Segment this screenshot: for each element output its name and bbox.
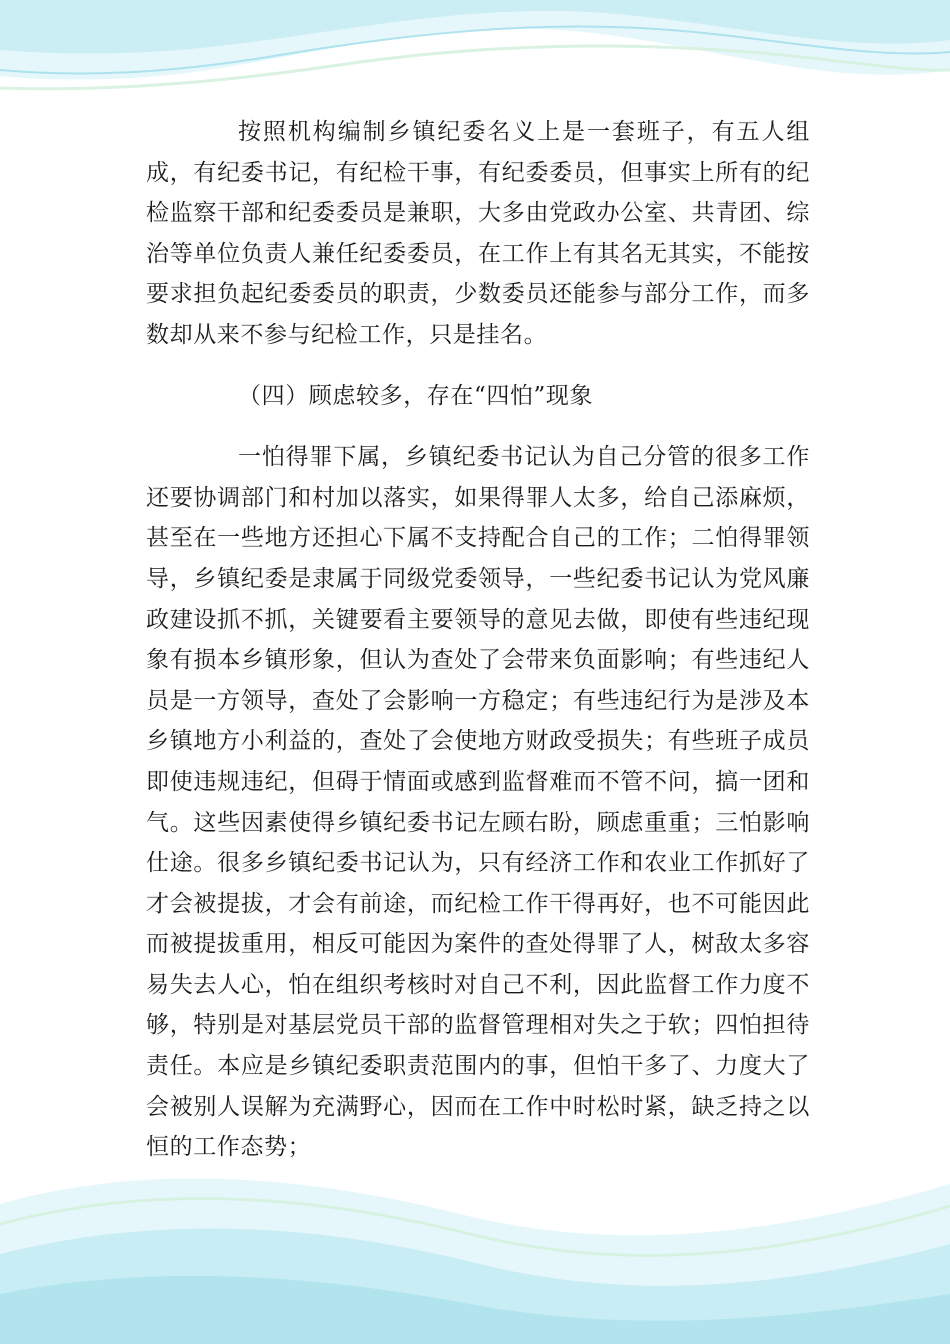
- paragraph-committee-structure: 按照机构编制乡镇纪委名义上是一套班子，有五人组成，有纪委书记，有纪检干事，有纪委委员，但事实上所有的纪检监察干部和纪委委员是兼职，大多由党政办公室、共青团、综治等单位负责人兼任纪委委员，在工作上有其名无其实，不能按要求担负起纪委委员的职责，少数委员还能参与部分工作，而多数却从来不参与纪检工作，只是挂名。: [146, 119, 810, 348]
- bottom-wave-decoration: [0, 1144, 950, 1344]
- paragraph-four-fears-detail: 一怕得罪下属，乡镇纪委书记认为自己分管的很多工作还要协调部门和村加以落实，如果得罪人太多，给自己添麻烦，甚至在一些地方还担心下属不支持配合自己的工作；二怕得罪领导，乡镇纪委是隶属于同级党委领导，一些纪委书记认为党风廉政建设抓不抓，关键要看主要领导的意见去做，即使有些违纪现象有损本乡镇形象，但认为查处了会带来负面影响；有些违纪人员是一方领导，查处了会影响一方稳定；有些违纪行为是涉及本乡镇地方小利益的，查处了会使地方财政受损失；有些班子成员即使违规违纪，但碍于情面或感到监督难而不管不问，搞一团和气。这些因素使得乡镇纪委书记左顾右盼，顾虑重重；三怕影响仕途。很多乡镇纪委书记认为，只有经济工作和农业工作抓好了才会被提拔，才会有前途，而纪检工作干得再好，也不可能因此而被提拔重用，相反可能因为案件的查处得罪了人，树敌太多容易失去人心，怕在组织考核时对自己不利，因此监督工作力度不够，特别是对基层党员干部的监督管理相对失之于软；四怕担待责任。本应是乡镇纪委职责范围内的事，但怕干多了、力度大了会被别人误解为充满野心，因而在工作中时松时紧，缺乏持之以恒的工作态势；: [146, 444, 810, 1161]
- top-wave-decoration: [0, 0, 950, 130]
- section-heading-four-fears: （四）顾虑较多，存在“四怕”现象: [238, 382, 594, 409]
- document-body: [146, 112, 810, 1168]
